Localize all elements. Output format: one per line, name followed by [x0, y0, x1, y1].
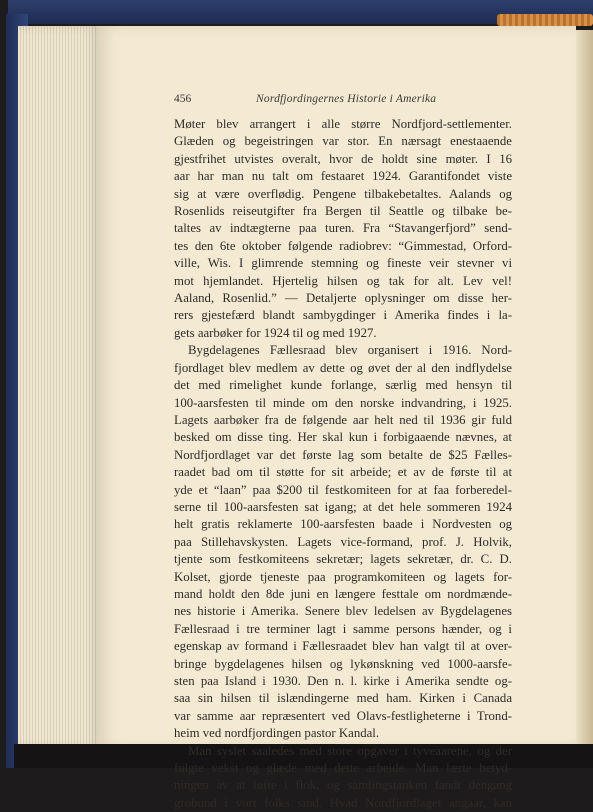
text-line: helt gratis reklamerte 100-aarsfesten baade i Nordvesten og: [174, 517, 512, 532]
text-line: Fællesraad i tre terminer lagt i samme persons hænder, og i: [174, 621, 512, 636]
text-line: Rosenlids reiseutgifter fra Bergen til Seattle og tilbake be-: [174, 204, 512, 219]
text-line: var samme aar repræsentert ved Olavs-festligheterne i Trond-: [174, 708, 512, 723]
text-line: tjente som festkomiteens sekretær; lagets sekretær, dr. C. D.: [174, 552, 512, 567]
page-number: 456: [174, 93, 192, 105]
text-line: 100-aarsfesten til minde om den norske indvandring, i 1925.: [174, 395, 512, 410]
text-line: taltes av indtægterne paa turen. Fra “Stavangerfjord” send-: [174, 221, 512, 236]
text-line: heim ved nordfjordingen pastor Kandal.: [174, 726, 380, 741]
text-line: bringe bygdelagenes hilsen og lykønskning ved 1000-aarsfe-: [174, 656, 512, 671]
text-line: Bygdelagenes Fællesraad blev organisert i 1916. Nord-: [188, 343, 512, 358]
text-line: serne til 100-aarsfesten sat igang; at det hele sommeren 1924: [174, 499, 512, 514]
text-line: rers gjestefærd blandt sambygdinger i Amerika findes i la-: [174, 308, 512, 323]
text-line: Lagets aarbøker fra de følgende aar helt ned til 1936 gir fuld: [174, 412, 512, 427]
text-line: Møter blev arrangert i alle større Nordfjord-settlementer.: [174, 117, 512, 131]
facing-page-edge: [576, 30, 593, 750]
text-line: fjordlaget blev medlem av dette og øvet der al den indflydelse: [174, 360, 512, 375]
bookmark-ribbon: [497, 14, 593, 26]
text-line: saa sin hilsen til islændingerne med ham. Kirken i Canada: [174, 691, 512, 706]
text-line: paa Stillehavskysten. Lagets vice-formand, prof. J. Holvik,: [174, 534, 512, 549]
running-header: [174, 93, 504, 109]
body-text: [174, 116, 512, 812]
text-line: Nordfjordlaget var det første lag som betalte de $25 Fælles-: [174, 447, 512, 462]
text-line: sten paa Island i 1930. Den n. l. kirke i Amerika sendte og-: [174, 674, 512, 688]
text-line: grobund i vort folks sind. Hvad Nordfjordlaget angaar, kan: [174, 795, 512, 810]
running-title: Nordfjordingernes Historie i Amerika: [256, 93, 437, 105]
text-line: tes den 6te oktober følgende radiobrev: “Gimmestad, Orford-: [174, 238, 512, 253]
page-edges: [18, 26, 100, 748]
text-line: mot hjemlandet. Hjertelig hilsen og tak for alt. Lev vel!: [174, 273, 512, 288]
text-line: egenskap av formand i Fællesraadet blev han valgt til at over-: [174, 639, 512, 654]
text-line: yde et “laan” paa $200 til festkomiteen for at faa forberedel-: [174, 482, 512, 497]
text-line: sig at være overflødig. Pengene tilbakebetaltes. Aalands og: [174, 186, 512, 201]
text-line: aar har man nu talt om festaaret 1924. Garantifondet viste: [174, 169, 512, 184]
text-line: nes historie i Amerika. Senere blev ledelsen av Bygdelagenes: [174, 604, 512, 619]
text-line: mand holdt den 8de juni en længere festtale om nordmænde-: [174, 586, 512, 601]
text-line: det med rimelighet kunde forlange, særlig med hensyn til: [174, 378, 512, 393]
text-line: Aaland, Rosenlid.” — Detaljerte oplysninger om disse her-: [174, 291, 512, 306]
text-line: raadet bad om til støtte for sit arbeide; et av de første til at: [174, 465, 512, 480]
text-line: gjestfrihet utvistes overalt, hvor de holdt sine møter. I 16: [174, 151, 512, 166]
text-line: ville, Wis. I glimrende stemning og fineste veir stevner vi: [174, 256, 512, 271]
text-line: ningen av at løfte i flok, og samlingstanken fandt dengang: [174, 778, 512, 793]
text-line: fulgte vekst og glæde med dette arbeide. Man lærte betyd-: [174, 761, 512, 776]
text-line: Glæden og begeistringen var stor. En nærsagt enestaaende: [174, 134, 512, 149]
text-line: gets aarbøker for 1924 til og med 1927.: [174, 325, 377, 340]
text-line: besked om disse ting. Her skal kun i forbigaaende nævnes, at: [174, 430, 512, 445]
text-line: Man syslet saaledes med store opgaver i tyveaarene, og der: [188, 743, 512, 758]
text-line: Kolset, gjorde tjeneste paa programkomiteen og lagets for-: [174, 569, 512, 584]
